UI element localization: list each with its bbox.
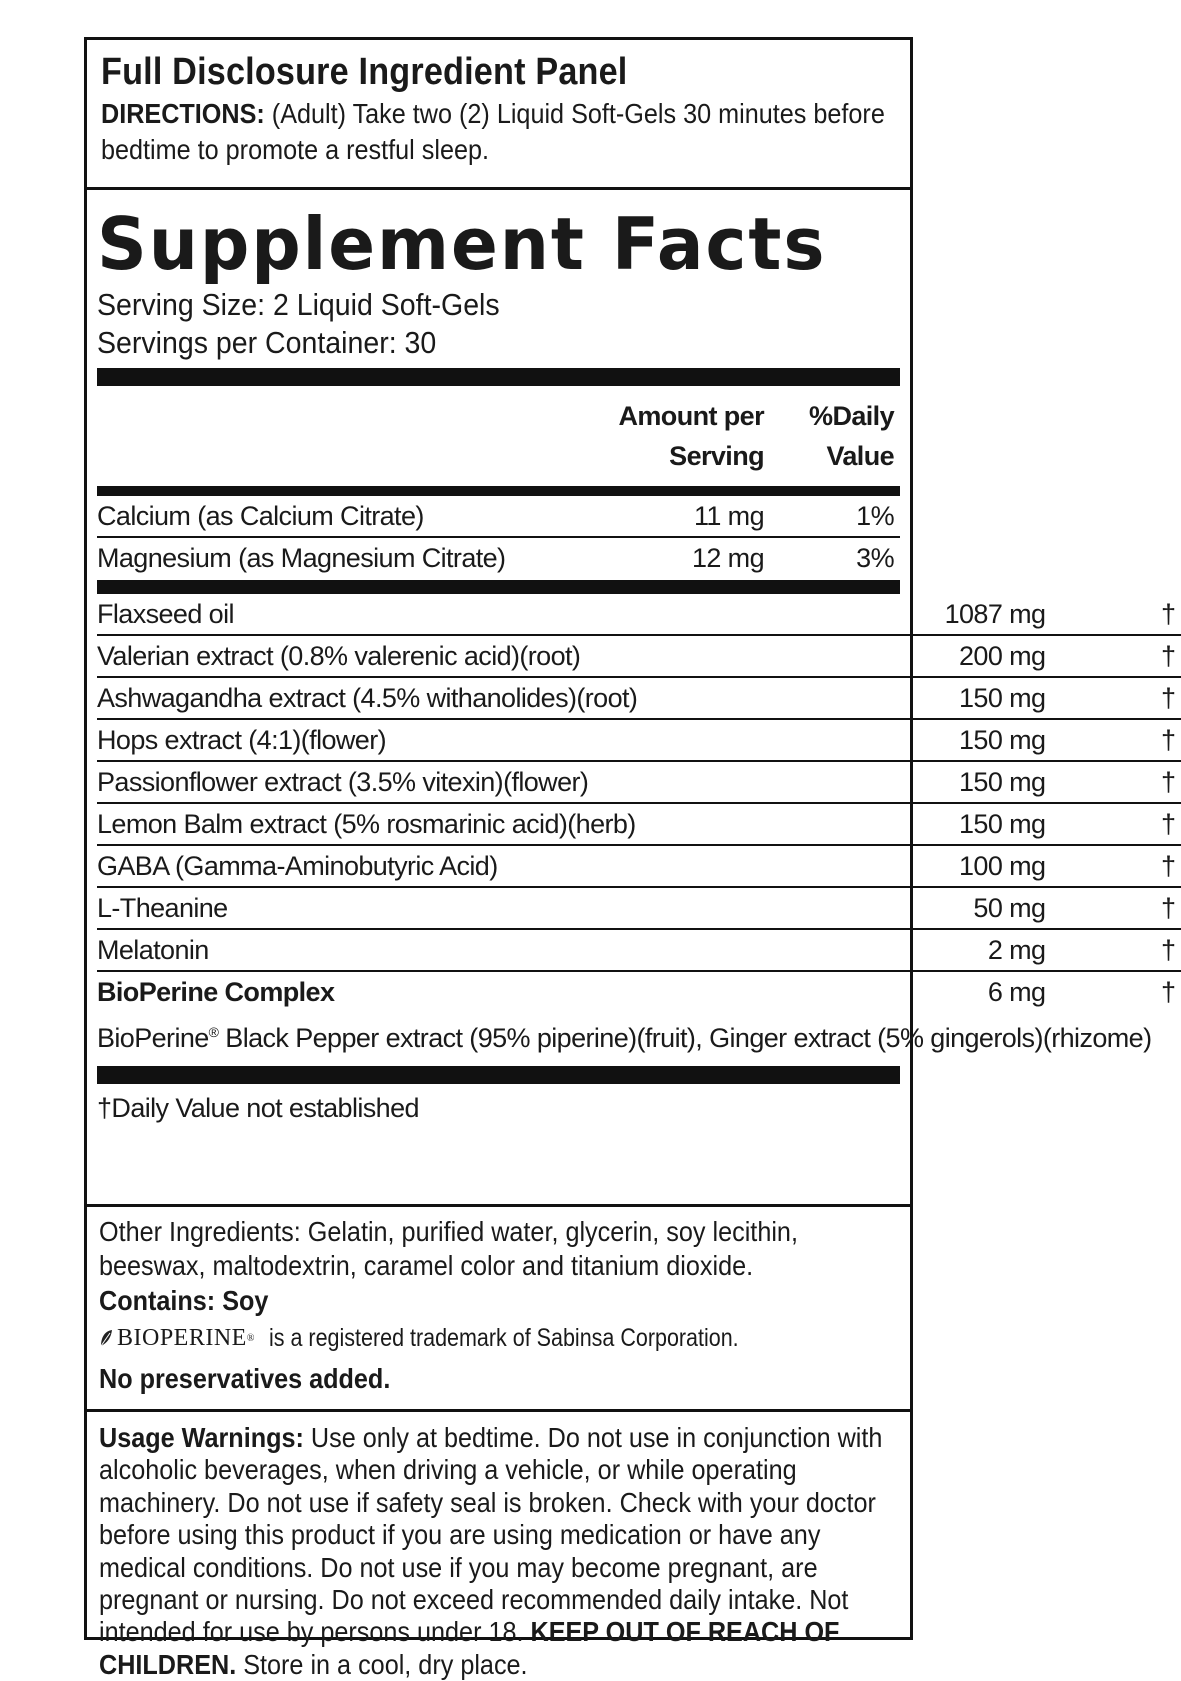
directions-label: DIRECTIONS: [101,98,265,129]
divider-bar [97,486,900,496]
row-amount: 1087 mg [895,594,1045,635]
row-name: GABA (Gamma-Aminobutyric Acid) [97,845,895,887]
row-dv: † [1045,845,1181,887]
row-amount: 150 mg [895,719,1045,761]
table-row [97,719,1181,761]
row-name: Calcium (as Calcium Citrate) [97,496,614,537]
divider-bar [97,368,900,386]
table-row [97,761,1181,803]
bioperine-logo: BIOPERINE ® [99,1325,255,1352]
complex-amount: 6 mg [987,977,1046,1007]
row-dv: † [1045,887,1181,929]
supplement-facts-section [87,190,1176,1207]
warnings-label: Usage Warnings: [99,1422,304,1453]
row-dv: † [1045,677,1181,719]
complex-detail: BioPerine® Black Pepper extract (95% piperine)(fruit), Ginger extract (5% gingerols)(rhizome) [97,1023,1152,1053]
label-panel [84,37,1176,1680]
row-amount: 150 mg [895,803,1045,845]
row-amount: 11 mg [614,496,764,537]
table-row [97,594,1181,635]
table-row [97,845,1181,887]
row-name: Ashwagandha extract (4.5% withanolides)(root) [97,677,895,719]
ingredients-table [97,594,1181,1058]
row-name: Melatonin [97,929,895,971]
row-dv: 3% [856,543,894,573]
row-name: Flaxseed oil [97,594,895,635]
trademark-line [99,1319,898,1357]
row-amount: 50 mg [895,887,1045,929]
row-amount: 100 mg [895,845,1045,887]
table-row [97,677,1181,719]
directions-body: (Adult) Take two (2) Liquid Soft-Gels 30 minutes before bedtime to promote a restful sleep. [101,98,885,165]
row-dv: † [1045,929,1181,971]
directions-text [101,96,893,168]
complex-row [97,971,1181,1012]
storage-text: Store in a cool, dry place. [236,1648,528,1680]
row-dv: † [1045,719,1181,761]
row-dv: † [1045,635,1181,677]
row-amount: 12 mg [691,543,764,573]
no-preservatives: No preservatives added. [99,1363,391,1394]
row-name: Passionflower extract (3.5% vitexin)(flower) [97,761,895,803]
facts-header-row [97,386,900,486]
panel-title: Full Disclosure Ingredient Panel [101,51,628,93]
row-name: Lemon Balm extract (5% rosmarinic acid)(herb) [97,803,895,845]
complex-dv: † [1161,977,1176,1007]
other-ingredients-section [87,1207,910,1412]
footnote: †Daily Value not established [97,1093,419,1123]
divider-bar [97,1066,900,1084]
header-spacer [97,386,594,486]
complex-detail-row [97,1012,1181,1058]
row-dv: † [1045,594,1181,635]
row-dv: † [1045,803,1181,845]
servings-per-container: Servings per Container: 30 [97,325,437,360]
row-dv: 1% [764,496,900,537]
table-row [97,496,900,537]
other-ingredients: Other Ingredients: Gelatin, purified water, glycerin, soy lecithin, beeswax, maltodextrin, caramel color and titanium dioxide. [99,1216,798,1281]
table-row [97,537,900,578]
row-amount: 150 mg [895,677,1045,719]
header-daily-value: %Daily Value [809,401,894,471]
complex-name: BioPerine Complex [97,977,335,1007]
leaf-icon [99,1329,113,1347]
contains-allergen: Contains: Soy [99,1285,269,1316]
warnings-text: Use only at bedtime. Do not use in conjunction with alcoholic beverages, when driving a vehicle, or while operating machinery. Do not use if safety seal is broken. Check with your doctor before using this product if you are using medication or have any medical conditions. Do not use if you may become pregnant, are pregnant or nursing. Do not exceed recommended daily intake. Not intended for use by persons under 18. [99,1422,883,1648]
facts-table [97,386,900,486]
row-dv: † [1045,761,1181,803]
row-name: Magnesium (as Magnesium Citrate) [97,543,506,573]
serving-size: Serving Size: 2 Liquid Soft-Gels [97,287,500,322]
keep-out-warning: KEEP OUT OF REACH OF CHILDREN. [99,1616,840,1680]
header-amount: Amount per Serving [618,401,764,471]
directions-section [87,40,910,190]
usage-warnings-section [87,1412,910,1680]
supplement-facts-title: Supplement Facts [97,202,827,286]
table-row [97,635,1181,677]
table-row [97,803,1181,845]
row-amount: 2 mg [895,929,1045,971]
trademark-text: is a registered trademark of Sabinsa Corporation. [268,1323,739,1352]
row-amount: 200 mg [895,635,1045,677]
table-row [97,929,1181,971]
table-row [97,887,1181,929]
usage-warnings [99,1422,900,1681]
row-name: Hops extract (4:1)(flower) [97,719,895,761]
row-name: L-Theanine [97,887,895,929]
row-name: Valerian extract (0.8% valerenic acid)(root) [97,635,895,677]
divider-bar [97,580,900,594]
row-amount: 150 mg [895,761,1045,803]
minerals-table [97,496,900,578]
